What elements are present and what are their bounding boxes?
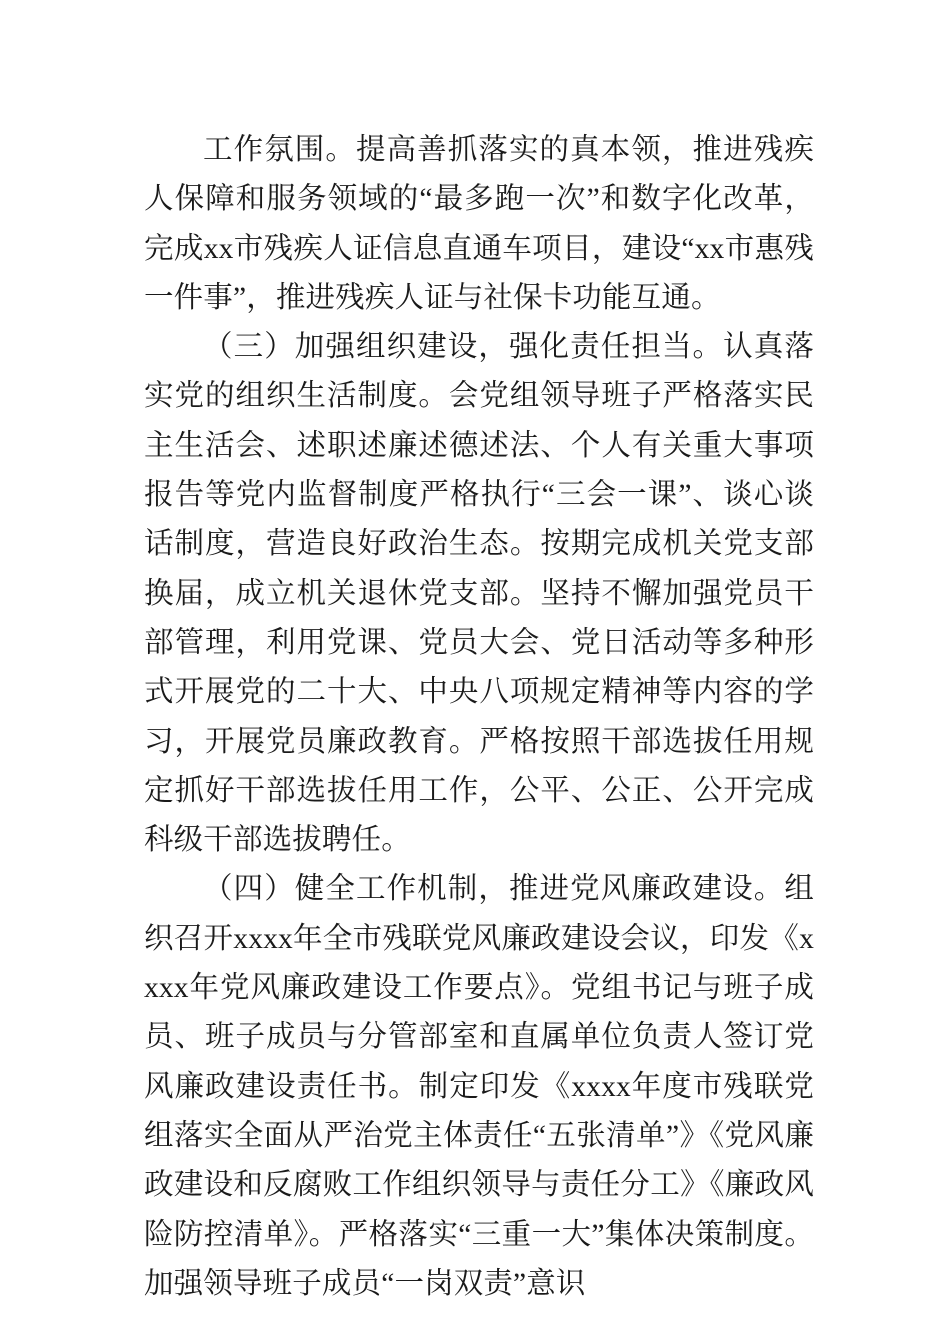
paragraph-section-four: （四）健全工作机制，推进党风廉政建设。组织召开xxxx年全市残联党风廉政建设会议，印发《xxxx年党风廉政建设工作要点》。党组书记与班子成员、班子成员与分管部室和直属单位负责人签订党风廉政建设责任书。制定印发《xxxx年度市残联党组落实全面从严治党主体责任“五张清单”》《党风廉政建设和反腐败工作组织领导与责任分工》《廉政风险防控清单》。严格落实“三重一大”集体决策制度。加强领导班子成员“一岗双责”意识 — [144, 873, 814, 1300]
paragraph-section-three: （三）加强组织建设，强化责任担当。认真落实党的组织生活制度。会党组领导班子严格落实民主生活会、述职述廉述德述法、个人有关重大事项报告等党内监督制度严格执行“三会一课”、谈心谈话制度，营造良好政治生态。按期完成机关党支部换届，成立机关退休党支部。坚持不懈加强党员干部管理，利用党课、党员大会、党日活动等多种形式开展党的二十大、中央八项规定精神等内容的学习，开展党员廉政教育。严格按照干部选拔任用规定抓好干部选拔任用工作，公平、公正、公开完成科级干部选拔聘任。 — [144, 331, 814, 857]
document-text-body — [144, 126, 814, 1309]
paragraph-continued-opening: 工作氛围。提高善抓落实的真本领，推进残疾人保障和服务领域的“最多跑一次”和数字化改革，完成xx市残疾人证信息直通车项目，建设“xx市惠残一件事”，推进残疾人证与社保卡功能互通。 — [144, 134, 814, 314]
